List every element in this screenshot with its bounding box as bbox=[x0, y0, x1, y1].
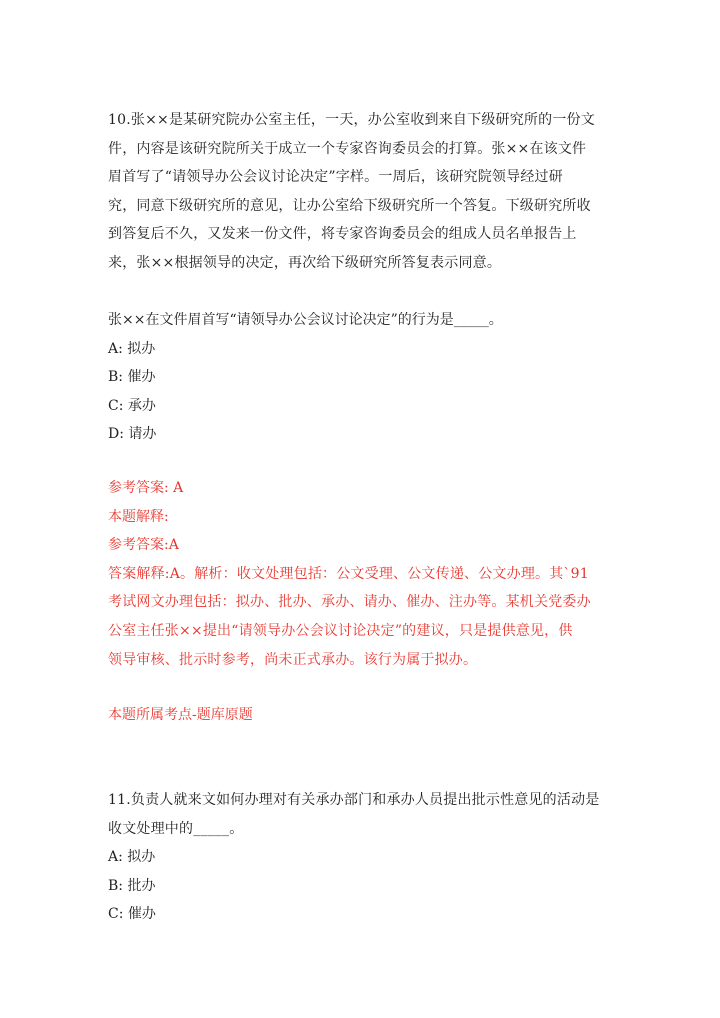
explanation-line: 领导审核、批示时参考，尚未正式承办。该行为属于拟办。 bbox=[108, 651, 478, 668]
reference-answer: 参考答案: A bbox=[108, 480, 184, 496]
explanation-line: 答案解释:A。解析：收文处理包括：公文受理、公文传递、公文办理。其`91 bbox=[108, 565, 589, 582]
option-d: D: 请办 bbox=[108, 426, 157, 443]
option-a: A: 拟办 bbox=[108, 849, 156, 866]
stem-line: 究，同意下级研究所的意见，让办公室给下级研究所一个答复。下级研究所收 bbox=[108, 197, 591, 214]
explanation-text bbox=[108, 560, 624, 674]
explanation-line: 考试网文办理包括：拟办、批办、承办、请办、催办、注办等。某机关党委办 bbox=[108, 594, 591, 611]
option-b: B: 催办 bbox=[108, 369, 156, 386]
topic-note bbox=[108, 701, 624, 730]
stem-line: 来，张××根据领导的决定，再次给下级研究所答复表示同意。 bbox=[108, 254, 502, 271]
option-a: A: 拟办 bbox=[108, 340, 156, 357]
option-b: B: 批办 bbox=[108, 877, 156, 894]
question-10-prompt bbox=[108, 306, 624, 449]
stem-line: 收文处理中的_____。 bbox=[108, 820, 244, 837]
question-11 bbox=[108, 786, 624, 929]
stem-line: 件，内容是该研究院所关于成立一个专家咨询委员会的打算。张××在该文件 bbox=[108, 140, 587, 157]
question-10-stem bbox=[108, 106, 624, 278]
explanation-title: 本题解释: bbox=[108, 508, 169, 525]
stem-line: 11.负责人就来文如何办理对有关承办部门和承办人员提出批示性意见的活动是 bbox=[108, 792, 600, 808]
reference-answer-2: 参考答案:A bbox=[108, 537, 179, 554]
stem-line: 眉首写了“请领导办公会议讨论决定”字样。一周后，该研究院领导经过研 bbox=[108, 169, 563, 186]
stem-line: 到答复后不久，又发来一份文件，将专家咨询委员会的组成人员名单报告上 bbox=[108, 226, 577, 243]
topic-text: 本题所属考点-题库原题 bbox=[108, 707, 253, 723]
explanation-line: 公室主任张××提出“请领导办公会议讨论决定”的建议，只是提供意见，供 bbox=[108, 622, 573, 639]
answer-section bbox=[108, 474, 624, 674]
stem-line: 10.张××是某研究院办公室主任，一天，办公室收到来自下级研究所的一份文 bbox=[108, 112, 595, 128]
option-c: C: 承办 bbox=[108, 397, 156, 414]
option-c: C: 催办 bbox=[108, 906, 156, 923]
question-text: 张××在文件眉首写“请领导办公会议讨论决定”的行为是_____。 bbox=[108, 312, 503, 328]
